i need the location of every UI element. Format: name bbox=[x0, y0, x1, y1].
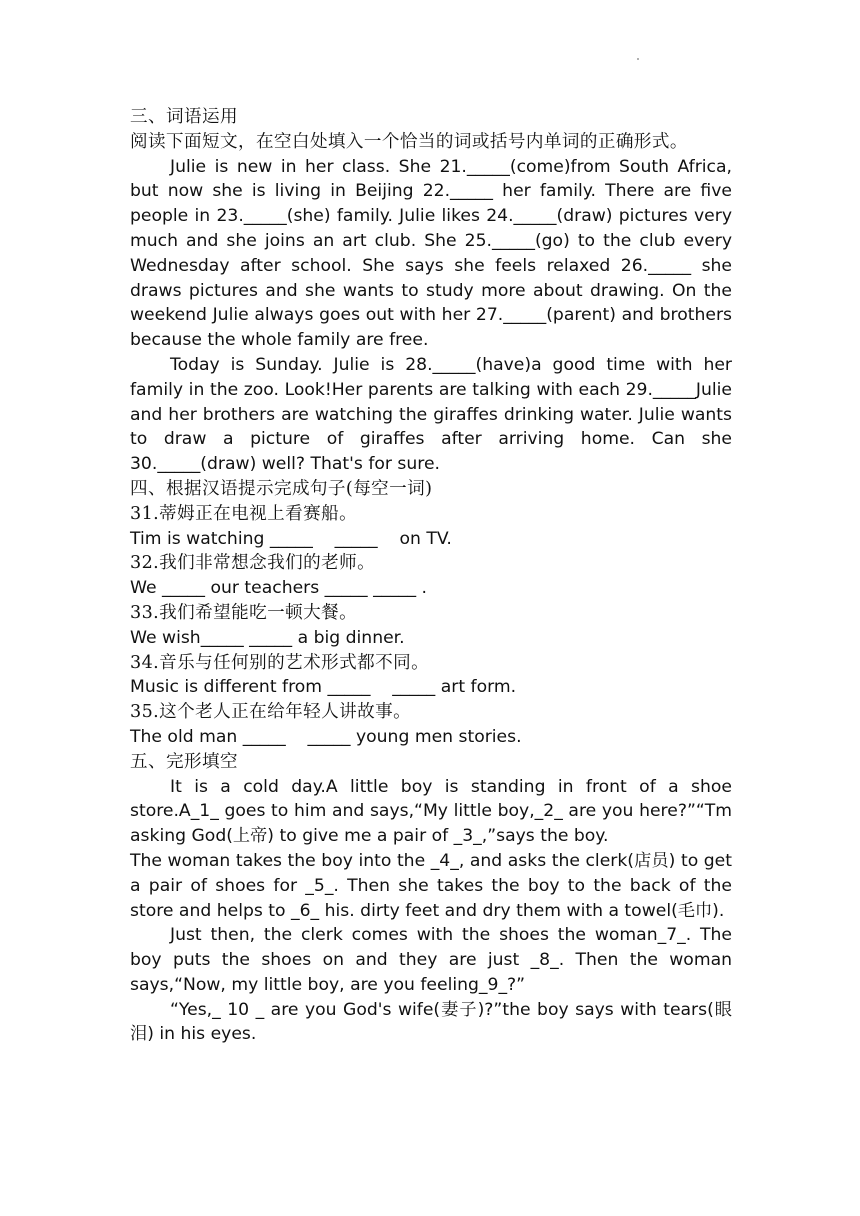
cloze-paragraph-2: The woman takes the boy into the _4_, and asks the clerk(店员) to get a pair of shoes for _5_. Then she takes the boy to the back of the store and helps to _6_ his. dirty feet and dry them with a towel(毛巾). bbox=[130, 850, 732, 921]
question-34-en: Music is different from _____ _____ art form. bbox=[130, 677, 517, 698]
section-4-title: 四、根据汉语提示完成句子(每空一词) bbox=[130, 478, 433, 499]
section-3-title: 三、词语运用 bbox=[130, 107, 238, 127]
passage-paragraph-2: Today is Sunday. Julie is 28._____(have)a good time with her family in the zoo. Look!Her parents are talking with each 29._____Julie and her brothers are watching the giraffes drinking water. Julie wants to draw a picture of giraffes after arriving home. Can she 30._____(draw) well? That's for sure. bbox=[130, 354, 732, 475]
question-33-cn: 33.我们希望能吃一顿大餐。 bbox=[130, 602, 358, 623]
question-35-cn: 35.这个老人正在给年轻人讲故事。 bbox=[130, 702, 412, 723]
cloze-paragraph-1: It is a cold day.A little boy is standing in front of a shoe store.A_1_ goes to him and says,“My little boy,_2_ are you here?”“Tm asking God(上帝) to give me a pair of _3_,”says the boy. bbox=[130, 776, 732, 847]
question-34-cn: 34.音乐与任何别的艺术形式都不同。 bbox=[130, 652, 430, 673]
section-5-title: 五、完形填空 bbox=[130, 751, 238, 772]
passage-paragraph-1: Julie is new in her class. She 21._____(come)from South Africa, but now she is living in Beijing 22._____ her family. There are five people in 23._____(she) family. Julie likes 24._____(draw) pictures very much and she joins an art club. She 25._____(go) to the club every Wednesday after school. She says she feels relaxed 26._____ she draws pictures and she wants to study more about drawing. On the weekend Julie always goes out with her 27._____(parent) and brothers because the whole family are free. bbox=[130, 156, 732, 351]
page-mark bbox=[637, 58, 639, 60]
question-32-en: We _____ our teachers _____ _____ . bbox=[130, 578, 427, 599]
question-35-en: The old man _____ _____ young men stories. bbox=[130, 726, 522, 747]
document-body bbox=[130, 105, 732, 1047]
section-3-instruction: 阅读下面短文，在空白处填入一个恰当的词或括号内单词的正确形式。 bbox=[130, 131, 688, 152]
question-33-en: We wish_____ _____ a big dinner. bbox=[130, 627, 405, 648]
cloze-paragraph-4: “Yes,_ 10 _ are you God's wife(妻子)?”the boy says with tears(眼泪) in his eyes. bbox=[130, 999, 732, 1045]
question-32-cn: 32.我们非常想念我们的老师。 bbox=[130, 553, 376, 574]
cloze-paragraph-3: Just then, the clerk comes with the shoes the woman_7_. The boy puts the shoes on and they are just _8_. Then the woman says,“Now, my little boy, are you feeling_9_?” bbox=[130, 925, 732, 995]
question-31-cn: 31.蒂姆正在电视上看赛船。 bbox=[130, 503, 358, 524]
question-31-en: Tim is watching _____ _____ on TV. bbox=[130, 528, 452, 549]
